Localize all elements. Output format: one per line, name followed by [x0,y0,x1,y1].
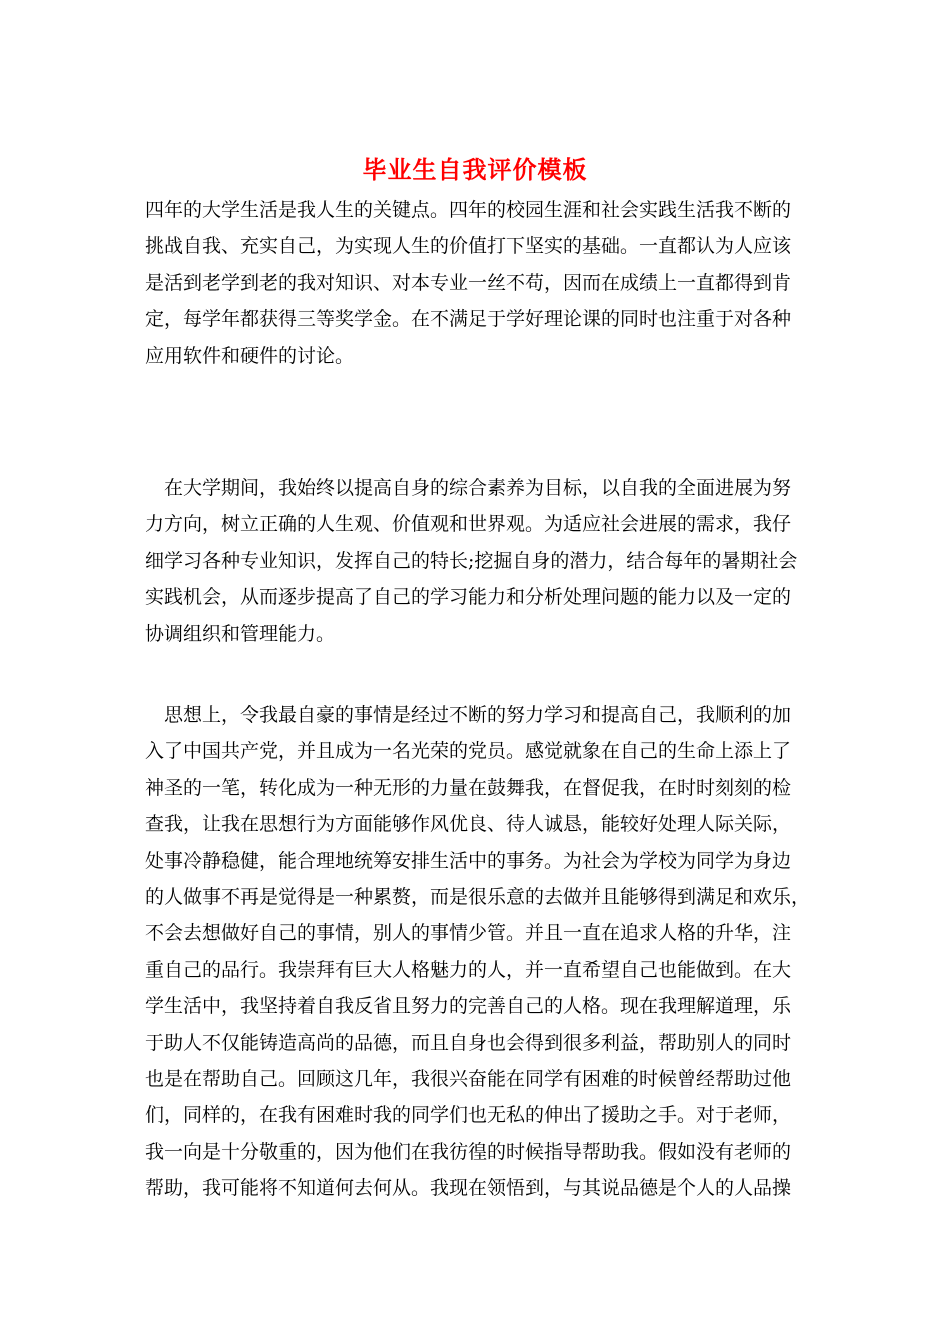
document-title: 毕业生自我评价模板 [362,155,588,184]
paragraph-line: 也是在帮助自己。回顾这几年，我很兴奋能在同学有困难的时候曾经帮助过他 [145,1068,792,1091]
paragraph-line: 细学习各种专业知识，发挥自己的特长;挖掘自身的潜力，结合每年的暑期社会 [145,549,798,572]
paragraph-line: 入了中国共产党，并且成为一名光荣的党员。感觉就象在自己的生命上添上了 [145,740,792,763]
paragraph-2 [145,470,813,652]
paragraph-1 [145,192,813,374]
paragraph-line: 协调组织和管理能力。 [145,622,336,645]
paragraph-line: 于助人不仅能铸造高尚的品德，而且自身也会得到很多利益，帮助别人的同时 [145,1031,792,1054]
paragraph-line: 不会去想做好自己的事情，别人的事情少管。并且一直在追求人格的升华，注 [145,922,792,945]
paragraph-line: 我一向是十分敬重的，因为他们在我彷徨的时候指导帮助我。假如没有老师的 [145,1140,792,1163]
paragraph-line: 挑战自我、充实自己，为实现人生的价值打下坚实的基础。一直都认为人应该 [145,235,792,258]
paragraph-line: 四年的大学生活是我人生的关键点。四年的校园生涯和社会实践生活我不断的 [145,199,792,221]
paragraph-line: 学生活中，我坚持着自我反省且努力的完善自己的人格。现在我理解道理，乐 [145,995,792,1018]
paragraph-line: 帮助，我可能将不知道何去何从。我现在领悟到，与其说品德是个人的人品操 [145,1177,792,1200]
paragraph-line: 处事冷静稳健，能合理地统筹安排生活中的事务。为社会为学校为同学为身边 [145,849,792,872]
paragraph-line: 在大学期间，我始终以提高自身的综合素养为目标，以自我的全面进展为努 [145,477,792,499]
paragraph-line: 实践机会，从而逐步提高了自己的学习能力和分析处理问题的能力以及一定的 [145,586,792,609]
paragraph-line: 们，同样的，在我有困难时我的同学们也无私的伸出了援助之手。对于老师， [145,1104,792,1127]
paragraph-line: 查我，让我在思想行为方面能够作风优良、待人诚恳，能较好处理人际关际， [145,813,792,836]
paragraph-line: 神圣的一笔，转化成为一种无形的力量在鼓舞我，在督促我，在时时刻刻的检 [145,776,792,799]
paragraph-line: 定，每学年都获得三等奖学金。在不满足于学好理论课的同时也注重于对各种 [145,308,792,331]
paragraph-line: 的人做事不再是觉得是一种累赘，而是很乐意的去做并且能够得到满足和欢乐， [145,886,811,909]
paragraph-line: 是活到老学到老的我对知识、对本专业一丝不苟，因而在成绩上一直都得到肯 [145,271,792,294]
paragraph-line: 思想上，令我最自豪的事情是经过不断的努力学习和提高自己，我顺利的加 [145,704,792,726]
paragraph-3 [145,697,813,1207]
paragraph-line: 应用软件和硬件的讨论。 [145,344,355,367]
paragraph-line: 力方向，树立正确的人生观、价值观和世界观。为适应社会进展的需求，我仔 [145,513,792,536]
paragraph-line: 重自己的品行。我崇拜有巨大人格魅力的人，并一直希望自己也能做到。在大 [145,958,792,981]
